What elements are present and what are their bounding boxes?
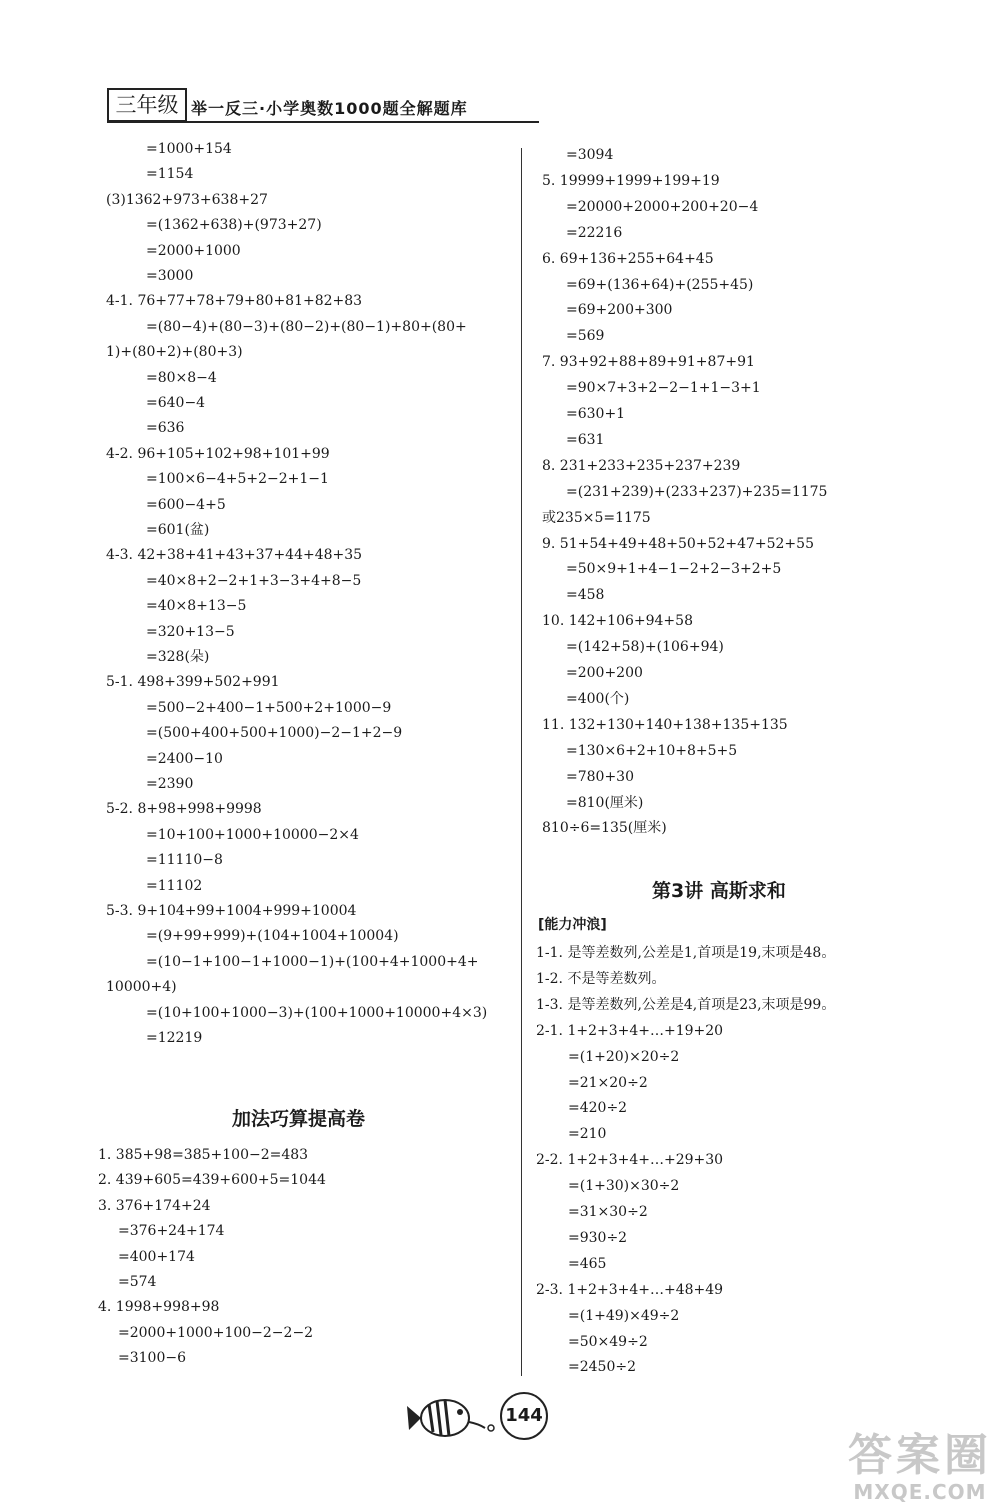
section-title-right: 第3讲 高斯求和 (652, 880, 786, 902)
solution-line: 5-1. 498+399+502+991 (106, 674, 280, 691)
watermark-line2: MXQE.COM (853, 1480, 987, 1504)
solution-line: =3100−6 (118, 1350, 186, 1367)
solution-line: 8. 231+233+235+237+239 (542, 457, 741, 474)
solution-line: =21×20÷2 (568, 1074, 648, 1091)
solution-line: 1-3. 是等差数列,公差是4,首项是23,末项是99。 (536, 996, 836, 1013)
solution-line: 11. 132+130+140+138+135+135 (542, 716, 788, 733)
section-title-left: 加法巧算提高卷 (232, 1108, 366, 1130)
solution-line: 5-2. 8+98+998+9998 (106, 801, 262, 818)
solution-line: =376+24+174 (118, 1223, 225, 1240)
solution-line: =20000+2000+200+20−4 (566, 198, 759, 215)
solution-line: =636 (146, 420, 185, 437)
solution-line: =(500+400+500+1000)−2−1+2−9 (146, 725, 403, 742)
solution-line: =(142+58)+(106+94) (566, 639, 724, 656)
solution-line: =569 (566, 328, 605, 345)
section-tag: [能力冲浪] (538, 917, 607, 933)
page-number: 144 (500, 1392, 548, 1440)
solution-line: =12219 (146, 1030, 203, 1046)
page-footer (405, 1388, 565, 1448)
solution-line: =328(朵) (146, 649, 210, 665)
solution-line: =(1+30)×30÷2 (568, 1178, 680, 1195)
solution-line: =2000+1000 (146, 242, 241, 259)
solution-line: =465 (568, 1255, 607, 1272)
solution-line: 2. 439+605=439+600+5=1044 (98, 1172, 326, 1189)
solution-line: 4-2. 96+105+102+98+101+99 (106, 445, 330, 462)
solution-line: =31×30÷2 (568, 1204, 648, 1220)
solution-line: =2000+1000+100−2−2−2 (118, 1324, 314, 1341)
solution-line: =40×8+2−2+1+3−3+4+8−5 (146, 572, 362, 589)
solution-line: =631 (566, 431, 605, 448)
solution-line: 或235×5=1175 (542, 509, 651, 526)
solution-line: =2450÷2 (568, 1359, 636, 1376)
solution-line: =574 (118, 1274, 157, 1290)
solution-line: =22216 (566, 224, 623, 241)
solution-line: =50×9+1+4−1−2+2−3+2+5 (566, 561, 782, 578)
solution-line: =3094 (566, 147, 614, 163)
solution-line: =210 (568, 1126, 607, 1143)
solution-line: =2390 (146, 776, 194, 792)
solution-line: =(231+239)+(233+237)+235=1175 (566, 483, 828, 500)
solution-line: =630+1 (566, 406, 626, 422)
column-divider (521, 148, 522, 1376)
solution-line: 5-3. 9+104+99+1004+999+10004 (106, 903, 357, 919)
solution-line: =130×6+2+10+8+5+5 (566, 742, 738, 759)
solution-line: 10000+4) (106, 979, 177, 996)
solution-line: =100×6−4+5+2−2+1−1 (146, 471, 329, 488)
solution-line: =420÷2 (568, 1100, 628, 1117)
solution-line: 1-1. 是等差数列,公差是1,首项是19,末项是48。 (536, 945, 836, 961)
solution-line: 1)+(80+2)+(80+3) (106, 344, 243, 361)
solution-line: 1. 385+98=385+100−2=483 (98, 1147, 309, 1163)
solution-line: =3000 (146, 268, 194, 284)
watermark-line1: 答案圈 (848, 1430, 992, 1481)
solution-line: =69+(136+64)+(255+45) (566, 276, 754, 293)
solution-line: =69+200+300 (566, 302, 673, 319)
solution-line: =810(厘米) (566, 794, 644, 811)
solution-line: 3. 376+174+24 (98, 1197, 211, 1214)
solution-line: 1-2. 不是等差数列。 (536, 970, 666, 987)
solution-line: =320+13−5 (146, 623, 235, 640)
solution-line: =90×7+3+2−2−1+1−3+1 (566, 380, 761, 397)
solution-line: 2-3. 1+2+3+4+…+48+49 (536, 1281, 724, 1298)
solution-line: 4-3. 42+38+41+43+37+44+48+35 (106, 547, 363, 564)
solution-line: 4-1. 76+77+78+79+80+81+82+83 (106, 293, 363, 310)
solution-line: =(10−1+100−1+1000−1)+(100+4+1000+4+ (146, 953, 479, 970)
header-rule (107, 121, 539, 123)
solution-line: =(1+49)×49÷2 (568, 1307, 680, 1324)
solution-line: =780+30 (566, 768, 634, 785)
solution-line: 10. 142+106+94+58 (542, 613, 693, 630)
solution-line: 7. 93+92+88+89+91+87+91 (542, 354, 755, 371)
solution-line: =11110−8 (146, 852, 223, 869)
solution-line: 9. 51+54+49+48+50+52+47+52+55 (542, 535, 814, 552)
solution-line: 2-1. 1+2+3+4+…+19+20 (536, 1022, 724, 1039)
page-header (107, 88, 537, 122)
solution-line: =(10+100+1000−3)+(100+1000+10000+4×3) (146, 1004, 488, 1021)
solution-line: =1154 (146, 166, 194, 183)
solution-line: =1000+154 (146, 141, 232, 157)
solution-line: =640−4 (146, 395, 206, 411)
solution-line: =400+174 (118, 1248, 195, 1265)
watermark-logo (848, 1432, 992, 1504)
solution-line: 5. 19999+1999+199+19 (542, 172, 720, 189)
solution-line: =601(盆) (146, 522, 210, 538)
grade-label: 三年级 (107, 88, 187, 122)
solution-line: =600−4+5 (146, 496, 226, 513)
solution-line: =80×8−4 (146, 369, 217, 386)
solution-line: =11102 (146, 877, 203, 894)
solution-line: =500−2+400−1+500+2+1000−9 (146, 699, 392, 716)
solution-line: 810÷6=135(厘米) (542, 820, 667, 837)
solution-line: 6. 69+136+255+64+45 (542, 250, 714, 267)
solution-line: =200+200 (566, 665, 643, 681)
solution-line: (3)1362+973+638+27 (106, 191, 268, 208)
solution-line: =400(个) (566, 690, 630, 707)
series-title: 举一反三·小学奥数1000题全解题库 (191, 99, 468, 118)
solution-line: =(80−4)+(80−3)+(80−2)+(80−1)+80+(80+ (146, 318, 467, 335)
solution-line: =10+100+1000+10000−2×4 (146, 826, 359, 843)
solution-line: =458 (566, 587, 605, 604)
solution-line: =930÷2 (568, 1229, 628, 1246)
solution-line: =(1362+638)+(973+27) (146, 217, 322, 234)
solution-line: =2400−10 (146, 750, 223, 767)
solution-line: 2-2. 1+2+3+4+…+29+30 (536, 1152, 724, 1169)
solution-line: =50×49÷2 (568, 1333, 648, 1350)
solution-line: =(9+99+999)+(104+1004+10004) (146, 928, 399, 945)
fish-icon (405, 1388, 495, 1446)
solution-line: =(1+20)×20÷2 (568, 1048, 680, 1065)
solution-line: 4. 1998+998+98 (98, 1299, 220, 1316)
solution-line: =40×8+13−5 (146, 598, 247, 615)
